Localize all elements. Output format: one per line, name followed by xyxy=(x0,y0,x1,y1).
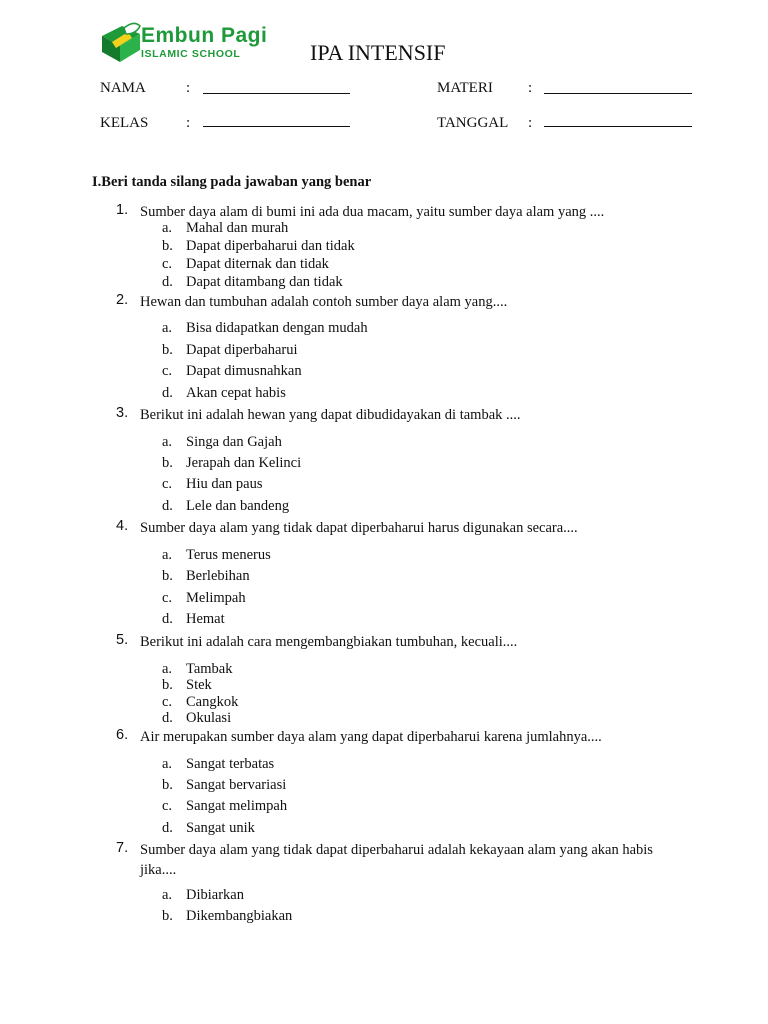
option-text: Sangat unik xyxy=(186,820,255,836)
option-letter: d. xyxy=(162,710,173,726)
option-letter: c. xyxy=(162,363,173,379)
option-letter: b. xyxy=(162,455,173,471)
field-colon: : xyxy=(186,80,191,96)
option-letter: b. xyxy=(162,238,173,254)
option-text: Dapat ditambang dan tidak xyxy=(186,274,343,290)
question-text: Sumber daya alam yang tidak dapat diperbaharui harus digunakan secara.... xyxy=(140,520,578,536)
field-colon: : xyxy=(186,115,191,131)
option-letter: a. xyxy=(162,320,173,336)
question-number: 4. xyxy=(116,518,129,534)
option-text: Hemat xyxy=(186,611,225,627)
option-text: Dibiarkan xyxy=(186,887,244,903)
option-text: Okulasi xyxy=(186,710,232,726)
question-text: Berikut ini adalah hewan yang dapat dibudidayakan di tambak .... xyxy=(140,407,521,423)
question-text: Hewan dan tumbuhan adalah contoh sumber daya alam yang.... xyxy=(140,294,508,310)
option-letter: b. xyxy=(162,677,173,693)
option-text: Dikembangbiakan xyxy=(186,908,293,924)
field-label-kelas: KELAS xyxy=(100,115,149,131)
option-text: Dapat diternak dan tidak xyxy=(186,256,329,272)
question-text: Air merupakan sumber daya alam yang dapat diperbaharui karena jumlahnya.... xyxy=(140,729,602,745)
option-text: Lele dan bandeng xyxy=(186,498,290,514)
option-letter: c. xyxy=(162,590,173,606)
question-text: Sumber daya alam di bumi ini ada dua macam, yaitu sumber daya alam yang .... xyxy=(140,204,605,220)
option-letter: c. xyxy=(162,476,173,492)
question-number: 1. xyxy=(116,202,129,218)
option-letter: b. xyxy=(162,568,173,584)
option-text: Hiu dan paus xyxy=(186,476,263,492)
question-number: 5. xyxy=(116,632,129,648)
option-letter: b. xyxy=(162,777,173,793)
option-letter: a. xyxy=(162,547,173,563)
option-letter: a. xyxy=(162,434,173,450)
option-text: Mahal dan murah xyxy=(186,220,289,236)
option-letter: a. xyxy=(162,220,173,236)
option-text: Sangat melimpah xyxy=(186,798,288,814)
option-text: Berlebihan xyxy=(186,568,250,584)
option-letter: d. xyxy=(162,820,173,836)
option-letter: d. xyxy=(162,385,173,401)
question-text: Berikut ini adalah cara mengembangbiakan tumbuhan, kecuali.... xyxy=(140,634,518,650)
option-text: Dapat diperbaharui xyxy=(186,342,298,358)
option-letter: c. xyxy=(162,256,173,272)
option-letter: b. xyxy=(162,342,173,358)
question-text: Sumber daya alam yang tidak dapat diperbaharui adalah kekayaan alam yang akan habis jika.... xyxy=(140,842,653,878)
option-text: Cangkok xyxy=(186,694,239,710)
option-letter: a. xyxy=(162,887,173,903)
option-letter: c. xyxy=(162,798,173,814)
option-letter: b. xyxy=(162,908,173,924)
option-text: Dapat diperbaharui dan tidak xyxy=(186,238,355,254)
page-title: IPA INTENSIF xyxy=(310,40,446,65)
option-letter: c. xyxy=(162,694,173,710)
logo-wordmark: Embun Pagi xyxy=(141,24,268,47)
field-colon: : xyxy=(528,80,533,96)
field-label-nama: NAMA xyxy=(100,80,146,96)
field-label-materi: MATERI xyxy=(437,80,493,96)
section-instruction: I.Beri tanda silang pada jawaban yang benar xyxy=(92,174,372,190)
option-letter: d. xyxy=(162,274,173,290)
field-colon: : xyxy=(528,115,533,131)
option-letter: a. xyxy=(162,661,173,677)
option-text: Melimpah xyxy=(186,590,246,606)
nama-blank-line[interactable] xyxy=(203,93,350,94)
option-text: Bisa didapatkan dengan mudah xyxy=(186,320,368,336)
book-leaf-icon xyxy=(100,22,144,66)
option-text: Sangat terbatas xyxy=(186,756,275,772)
option-letter: d. xyxy=(162,611,173,627)
question-number: 6. xyxy=(116,727,129,743)
option-text: Akan cepat habis xyxy=(186,385,286,401)
materi-blank-line[interactable] xyxy=(544,93,692,94)
question-number: 7. xyxy=(116,840,129,856)
option-letter: d. xyxy=(162,498,173,514)
option-letter: a. xyxy=(162,756,173,772)
tanggal-blank-line[interactable] xyxy=(544,126,692,127)
option-text: Sangat bervariasi xyxy=(186,777,287,793)
question-number: 2. xyxy=(116,292,129,308)
option-text: Terus menerus xyxy=(186,547,271,563)
option-text: Tambak xyxy=(186,661,233,677)
field-label-tanggal: TANGGAL xyxy=(437,115,509,131)
kelas-blank-line[interactable] xyxy=(203,126,350,127)
option-text: Singa dan Gajah xyxy=(186,434,282,450)
question-number: 3. xyxy=(116,405,129,421)
logo-subtitle: ISLAMIC SCHOOL xyxy=(141,48,241,60)
option-text: Dapat dimusnahkan xyxy=(186,363,302,379)
option-text: Stek xyxy=(186,677,212,693)
option-text: Jerapah dan Kelinci xyxy=(186,455,302,471)
